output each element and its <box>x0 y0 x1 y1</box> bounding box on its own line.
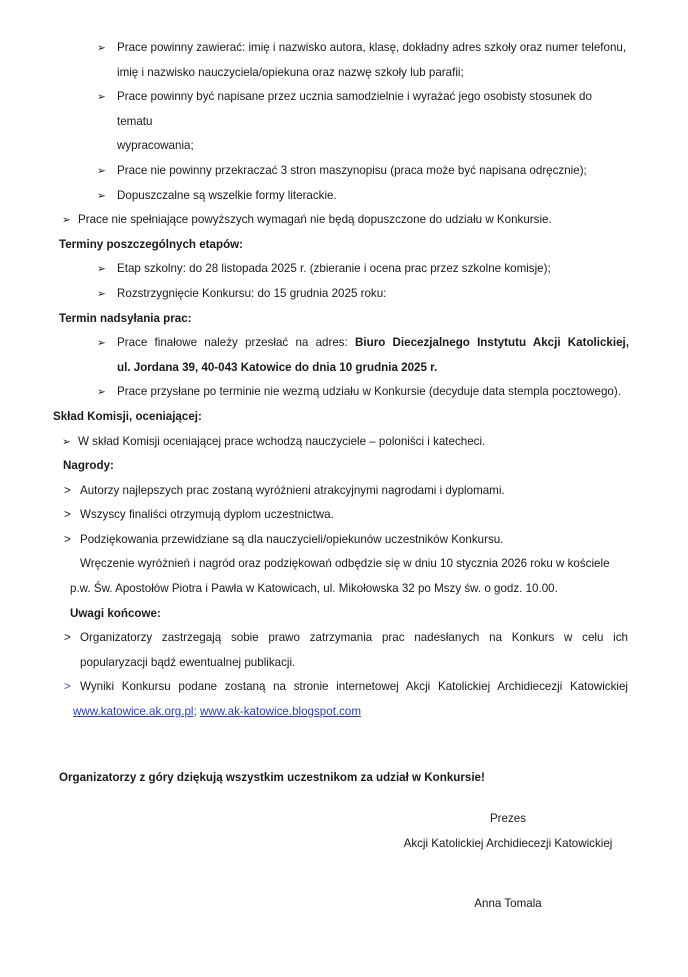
arrow-bullet-icon: ➢ <box>97 164 106 177</box>
final-note-line: popularyzacji bądź ewentualnej publikacji. <box>80 655 296 669</box>
section-heading-nagrody: Nagrody: <box>63 459 114 473</box>
committee-item <box>0 430 628 455</box>
requirement-text-line: imię i nazwisko nauczyciela/opiekuna oraz nazwę szkoły lub parafii; <box>117 65 464 79</box>
arrow-bullet-icon: ➢ <box>62 214 71 227</box>
gt-bullet-icon: > <box>64 483 71 497</box>
deadline-item <box>0 257 629 282</box>
committee-text: W skład Komisji oceniającej prace wchodzą nauczyciele – poloniści i katecheci. <box>78 434 486 448</box>
section-heading-nadsylanie: Termin nadsyłania prac: <box>59 311 192 325</box>
signature-name: Anna Tomala <box>474 897 542 911</box>
arrow-bullet-icon: ➢ <box>97 287 106 300</box>
link-ak-katowice-blogspot[interactable]: www.ak-katowice.blogspot.com <box>199 705 362 719</box>
deadline-text: Etap szkolny: do 28 listopada 2025 r. (zbieranie i ocena prac przez szkolne komisje); <box>117 262 551 276</box>
arrow-bullet-icon: ➢ <box>97 189 106 202</box>
ceremony-text-line: Wręczenie wyróżnień i nagród oraz podziękowań odbędzie się w dniu 10 stycznia 2026 roku w kościele <box>80 557 610 571</box>
requirement-text-line: Prace powinny być napisane przez ucznia samodzielnie i wyrażać jego osobisty stosunek do tematu <box>117 90 592 128</box>
requirement-text: Prace nie spełniające powyższych wymagań nie będą dopuszczone do udziału w Konkursie. <box>78 213 552 227</box>
prize-item <box>0 528 628 553</box>
prize-text: Podziękowania przewidziane są dla nauczycieli/opiekunów uczestników Konkursu. <box>80 532 504 546</box>
submission-item <box>0 331 629 380</box>
section-heading-terminy: Terminy poszczególnych etapów: <box>59 237 244 251</box>
requirement-text-line: Prace powinny zawierać: imię i nazwisko autora, klasę, dokładny adres szkoły oraz numer telefonu, <box>117 41 627 54</box>
thanks-statement: Organizatorzy z góry dziękują wszystkim uczestnikom za udział w Konkursie! <box>59 770 485 784</box>
submission-address-line <box>117 331 629 356</box>
section-heading-uwagi: Uwagi końcowe: <box>70 606 161 620</box>
final-note-line: Organizatorzy zastrzegają sobie prawo zatrzymania prac nadesłanych na Konkurs w celu ich <box>80 631 628 645</box>
arrow-bullet-icon: ➢ <box>97 263 106 276</box>
requirement-text: Prace nie powinny przekraczać 3 stron maszynopisu (praca może być napisana odręcznie); <box>117 163 587 177</box>
requirement-item <box>0 36 629 85</box>
link-katowice-ak-org-pl[interactable]: www.katowice.ak.org.pl <box>73 705 194 719</box>
requirement-item <box>0 184 629 209</box>
gt-bullet-icon: > <box>64 508 71 522</box>
prize-text: Autorzy najlepszych prac zostaną wyróżnieni atrakcyjnymi nagrodami i dyplomami. <box>80 483 505 497</box>
section-heading-komisja: Skład Komisji, oceniającej: <box>53 409 202 423</box>
website-links-line <box>73 700 688 725</box>
prize-text: Wszyscy finaliści otrzymują dyplom uczestnictwa. <box>80 508 334 522</box>
requirement-text-line: wypracowania; <box>117 139 194 153</box>
link-separator: ; <box>193 705 200 719</box>
submission-address-bold: Biuro Diecezjalnego Instytutu Akcji Katolickiej, <box>355 336 629 350</box>
ceremony-text-line: p.w. Św. Apostołów Piotra i Pawła w Katowicach, ul. Mikołowska 32 po Mszy św. o godz. 10.00. <box>70 582 558 596</box>
deadline-text: Rozstrzygnięcie Konkursu: do 15 grudnia 2025 roku: <box>117 286 387 300</box>
requirement-item <box>0 208 628 233</box>
submission-address-line: ul. Jordana 39, 40-043 Katowice do dnia 10 grudnia 2025 r. <box>117 360 438 374</box>
signature-organization: Akcji Katolickiej Archidiecezji Katowickiej <box>403 836 613 850</box>
requirement-item <box>0 85 629 159</box>
arrow-bullet-icon: ➢ <box>97 386 106 399</box>
gt-bullet-icon: > <box>64 680 71 694</box>
deadline-item <box>0 282 629 307</box>
prize-item <box>0 503 628 528</box>
arrow-bullet-icon: ➢ <box>97 42 106 54</box>
submission-text: Prace przysłane po terminie nie wezmą udziału w Konkursie (decyduje data stempla pocztowego). <box>117 385 621 399</box>
arrow-bullet-icon: ➢ <box>62 435 71 448</box>
signature-role: Prezes <box>489 812 527 826</box>
prize-item <box>0 479 628 504</box>
gt-bullet-icon: > <box>64 532 71 546</box>
final-note-item <box>0 626 628 675</box>
submission-item <box>0 380 629 405</box>
final-note-line: Wyniki Konkursu podane zostaną na stronie internetowej Akcji Katolickiej Archidiecezji Katowickiej <box>80 680 628 694</box>
final-note-item <box>0 675 628 700</box>
gt-bullet-icon: > <box>64 631 71 645</box>
requirement-text: Dopuszczalne są wszelkie formy literackie. <box>117 188 337 202</box>
signature-block <box>388 807 628 917</box>
arrow-bullet-icon: ➢ <box>97 337 106 350</box>
arrow-bullet-icon: ➢ <box>97 91 106 104</box>
requirement-item <box>0 159 629 184</box>
submission-address-pre: Prace finałowe należy przesłać na adres: <box>117 336 356 350</box>
